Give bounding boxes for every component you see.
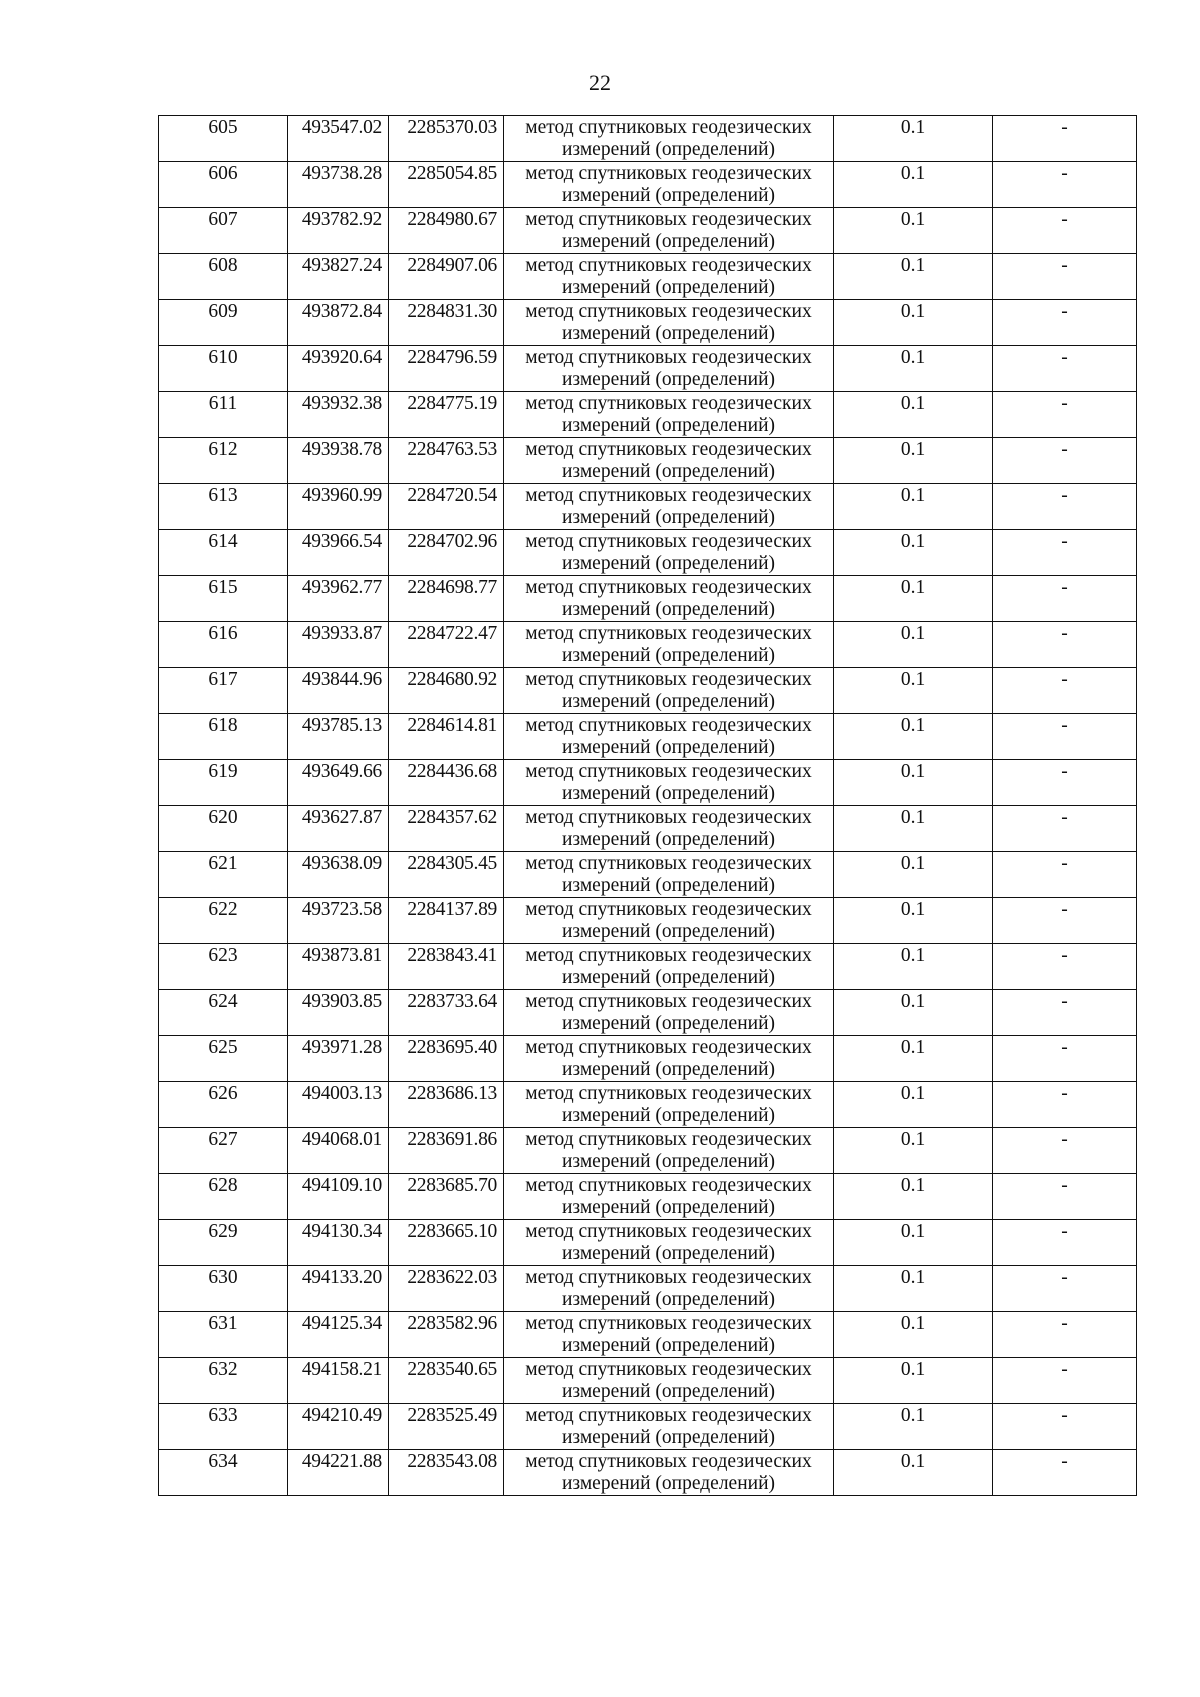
point-number-cell: 624 (159, 990, 288, 1036)
table-row (159, 484, 1137, 530)
method-cell: метод спутниковых геодезических измерений (определений) (504, 576, 834, 622)
note-cell: - (993, 1312, 1137, 1358)
point-number-cell: 614 (159, 530, 288, 576)
accuracy-cell: 0.1 (834, 1266, 993, 1312)
table-row (159, 254, 1137, 300)
y-coordinate-cell: 2284680.92 (389, 668, 504, 714)
accuracy-cell: 0.1 (834, 898, 993, 944)
table-row (159, 530, 1137, 576)
point-number-cell: 616 (159, 622, 288, 668)
method-cell: метод спутниковых геодезических измерений (определений) (504, 1036, 834, 1082)
accuracy-cell: 0.1 (834, 1312, 993, 1358)
x-coordinate-cell: 493844.96 (288, 668, 389, 714)
y-coordinate-cell: 2284614.81 (389, 714, 504, 760)
method-cell: метод спутниковых геодезических измерений (определений) (504, 208, 834, 254)
table-row (159, 668, 1137, 714)
note-cell: - (993, 484, 1137, 530)
y-coordinate-cell: 2285054.85 (389, 162, 504, 208)
x-coordinate-cell: 493920.64 (288, 346, 389, 392)
point-number-cell: 607 (159, 208, 288, 254)
method-cell: метод спутниковых геодезических измерений (определений) (504, 668, 834, 714)
table-row (159, 1036, 1137, 1082)
table-row (159, 944, 1137, 990)
note-cell: - (993, 1450, 1137, 1496)
y-coordinate-cell: 2284137.89 (389, 898, 504, 944)
coordinates-table (158, 115, 1137, 1496)
x-coordinate-cell: 494221.88 (288, 1450, 389, 1496)
method-cell: метод спутниковых геодезических измерений (определений) (504, 1266, 834, 1312)
x-coordinate-cell: 493971.28 (288, 1036, 389, 1082)
point-number-cell: 631 (159, 1312, 288, 1358)
y-coordinate-cell: 2284305.45 (389, 852, 504, 898)
table-row (159, 300, 1137, 346)
note-cell: - (993, 1036, 1137, 1082)
accuracy-cell: 0.1 (834, 530, 993, 576)
point-number-cell: 629 (159, 1220, 288, 1266)
accuracy-cell: 0.1 (834, 346, 993, 392)
method-cell: метод спутниковых геодезических измерений (определений) (504, 530, 834, 576)
method-cell: метод спутниковых геодезических измерений (определений) (504, 162, 834, 208)
point-number-cell: 632 (159, 1358, 288, 1404)
accuracy-cell: 0.1 (834, 1174, 993, 1220)
accuracy-cell: 0.1 (834, 162, 993, 208)
accuracy-cell: 0.1 (834, 484, 993, 530)
x-coordinate-cell: 494003.13 (288, 1082, 389, 1128)
x-coordinate-cell: 494109.10 (288, 1174, 389, 1220)
x-coordinate-cell: 493649.66 (288, 760, 389, 806)
table-row (159, 346, 1137, 392)
x-coordinate-cell: 494158.21 (288, 1358, 389, 1404)
note-cell: - (993, 944, 1137, 990)
x-coordinate-cell: 493903.85 (288, 990, 389, 1036)
accuracy-cell: 0.1 (834, 622, 993, 668)
table-row (159, 1358, 1137, 1404)
y-coordinate-cell: 2284775.19 (389, 392, 504, 438)
point-number-cell: 620 (159, 806, 288, 852)
point-number-cell: 608 (159, 254, 288, 300)
point-number-cell: 628 (159, 1174, 288, 1220)
x-coordinate-cell: 493738.28 (288, 162, 389, 208)
x-coordinate-cell: 493723.58 (288, 898, 389, 944)
note-cell: - (993, 1404, 1137, 1450)
y-coordinate-cell: 2285370.03 (389, 116, 504, 162)
y-coordinate-cell: 2283540.65 (389, 1358, 504, 1404)
table-row (159, 1128, 1137, 1174)
accuracy-cell: 0.1 (834, 1358, 993, 1404)
point-number-cell: 622 (159, 898, 288, 944)
accuracy-cell: 0.1 (834, 852, 993, 898)
accuracy-cell: 0.1 (834, 714, 993, 760)
note-cell: - (993, 1128, 1137, 1174)
table-row (159, 714, 1137, 760)
y-coordinate-cell: 2283582.96 (389, 1312, 504, 1358)
x-coordinate-cell: 493872.84 (288, 300, 389, 346)
method-cell: метод спутниковых геодезических измерений (определений) (504, 898, 834, 944)
accuracy-cell: 0.1 (834, 944, 993, 990)
y-coordinate-cell: 2283691.86 (389, 1128, 504, 1174)
x-coordinate-cell: 493960.99 (288, 484, 389, 530)
x-coordinate-cell: 494130.34 (288, 1220, 389, 1266)
method-cell: метод спутниковых геодезических измерений (определений) (504, 852, 834, 898)
page-number: 22 (589, 70, 611, 95)
y-coordinate-cell: 2284722.47 (389, 622, 504, 668)
x-coordinate-cell: 494133.20 (288, 1266, 389, 1312)
accuracy-cell: 0.1 (834, 1082, 993, 1128)
point-number-cell: 610 (159, 346, 288, 392)
note-cell: - (993, 760, 1137, 806)
note-cell: - (993, 162, 1137, 208)
table-row (159, 898, 1137, 944)
x-coordinate-cell: 493827.24 (288, 254, 389, 300)
y-coordinate-cell: 2283695.40 (389, 1036, 504, 1082)
note-cell: - (993, 1082, 1137, 1128)
method-cell: метод спутниковых геодезических измерений (определений) (504, 1128, 834, 1174)
note-cell: - (993, 254, 1137, 300)
point-number-cell: 606 (159, 162, 288, 208)
method-cell: метод спутниковых геодезических измерений (определений) (504, 1174, 834, 1220)
x-coordinate-cell: 493932.38 (288, 392, 389, 438)
point-number-cell: 626 (159, 1082, 288, 1128)
x-coordinate-cell: 493547.02 (288, 116, 389, 162)
note-cell: - (993, 300, 1137, 346)
method-cell: метод спутниковых геодезических измерений (определений) (504, 944, 834, 990)
point-number-cell: 623 (159, 944, 288, 990)
y-coordinate-cell: 2283843.41 (389, 944, 504, 990)
accuracy-cell: 0.1 (834, 760, 993, 806)
note-cell: - (993, 1358, 1137, 1404)
note-cell: - (993, 990, 1137, 1036)
point-number-cell: 627 (159, 1128, 288, 1174)
y-coordinate-cell: 2283685.70 (389, 1174, 504, 1220)
point-number-cell: 630 (159, 1266, 288, 1312)
accuracy-cell: 0.1 (834, 208, 993, 254)
note-cell: - (993, 622, 1137, 668)
accuracy-cell: 0.1 (834, 116, 993, 162)
table-row (159, 852, 1137, 898)
point-number-cell: 615 (159, 576, 288, 622)
note-cell: - (993, 530, 1137, 576)
method-cell: метод спутниковых геодезических измерений (определений) (504, 392, 834, 438)
point-number-cell: 625 (159, 1036, 288, 1082)
table-row (159, 622, 1137, 668)
table-row (159, 1450, 1137, 1496)
table-row (159, 1266, 1137, 1312)
y-coordinate-cell: 2283543.08 (389, 1450, 504, 1496)
note-cell: - (993, 1266, 1137, 1312)
note-cell: - (993, 852, 1137, 898)
method-cell: метод спутниковых геодезических измерений (определений) (504, 346, 834, 392)
y-coordinate-cell: 2283665.10 (389, 1220, 504, 1266)
y-coordinate-cell: 2284907.06 (389, 254, 504, 300)
point-number-cell: 618 (159, 714, 288, 760)
x-coordinate-cell: 493638.09 (288, 852, 389, 898)
note-cell: - (993, 346, 1137, 392)
point-number-cell: 613 (159, 484, 288, 530)
table-row (159, 438, 1137, 484)
x-coordinate-cell: 493933.87 (288, 622, 389, 668)
note-cell: - (993, 392, 1137, 438)
x-coordinate-cell: 493785.13 (288, 714, 389, 760)
y-coordinate-cell: 2284831.30 (389, 300, 504, 346)
point-number-cell: 609 (159, 300, 288, 346)
accuracy-cell: 0.1 (834, 1404, 993, 1450)
method-cell: метод спутниковых геодезических измерений (определений) (504, 254, 834, 300)
method-cell: метод спутниковых геодезических измерений (определений) (504, 806, 834, 852)
y-coordinate-cell: 2284436.68 (389, 760, 504, 806)
point-number-cell: 612 (159, 438, 288, 484)
note-cell: - (993, 806, 1137, 852)
point-number-cell: 611 (159, 392, 288, 438)
point-number-cell: 617 (159, 668, 288, 714)
y-coordinate-cell: 2283525.49 (389, 1404, 504, 1450)
table-row (159, 1174, 1137, 1220)
note-cell: - (993, 116, 1137, 162)
x-coordinate-cell: 494210.49 (288, 1404, 389, 1450)
table-row (159, 576, 1137, 622)
table-row (159, 990, 1137, 1036)
x-coordinate-cell: 493962.77 (288, 576, 389, 622)
method-cell: метод спутниковых геодезических измерений (определений) (504, 1450, 834, 1496)
y-coordinate-cell: 2284720.54 (389, 484, 504, 530)
table-row (159, 1082, 1137, 1128)
table-row (159, 1404, 1137, 1450)
accuracy-cell: 0.1 (834, 1036, 993, 1082)
method-cell: метод спутниковых геодезических измерений (определений) (504, 1220, 834, 1266)
table-row (159, 1220, 1137, 1266)
table-row (159, 208, 1137, 254)
y-coordinate-cell: 2284357.62 (389, 806, 504, 852)
accuracy-cell: 0.1 (834, 1450, 993, 1496)
y-coordinate-cell: 2283733.64 (389, 990, 504, 1036)
method-cell: метод спутниковых геодезических измерений (определений) (504, 714, 834, 760)
note-cell: - (993, 714, 1137, 760)
table-row (159, 162, 1137, 208)
method-cell: метод спутниковых геодезических измерений (определений) (504, 438, 834, 484)
note-cell: - (993, 438, 1137, 484)
x-coordinate-cell: 494125.34 (288, 1312, 389, 1358)
accuracy-cell: 0.1 (834, 438, 993, 484)
method-cell: метод спутниковых геодезических измерений (определений) (504, 1358, 834, 1404)
note-cell: - (993, 898, 1137, 944)
method-cell: метод спутниковых геодезических измерений (определений) (504, 484, 834, 530)
table-row (159, 760, 1137, 806)
point-number-cell: 619 (159, 760, 288, 806)
x-coordinate-cell: 493966.54 (288, 530, 389, 576)
point-number-cell: 634 (159, 1450, 288, 1496)
accuracy-cell: 0.1 (834, 1128, 993, 1174)
accuracy-cell: 0.1 (834, 806, 993, 852)
table-body (159, 116, 1137, 1496)
accuracy-cell: 0.1 (834, 1220, 993, 1266)
method-cell: метод спутниковых геодезических измерений (определений) (504, 760, 834, 806)
note-cell: - (993, 1174, 1137, 1220)
x-coordinate-cell: 494068.01 (288, 1128, 389, 1174)
y-coordinate-cell: 2284702.96 (389, 530, 504, 576)
note-cell: - (993, 208, 1137, 254)
table-row (159, 392, 1137, 438)
point-number-cell: 605 (159, 116, 288, 162)
note-cell: - (993, 668, 1137, 714)
accuracy-cell: 0.1 (834, 392, 993, 438)
x-coordinate-cell: 493873.81 (288, 944, 389, 990)
y-coordinate-cell: 2284980.67 (389, 208, 504, 254)
y-coordinate-cell: 2283686.13 (389, 1082, 504, 1128)
note-cell: - (993, 576, 1137, 622)
method-cell: метод спутниковых геодезических измерений (определений) (504, 116, 834, 162)
point-number-cell: 633 (159, 1404, 288, 1450)
x-coordinate-cell: 493627.87 (288, 806, 389, 852)
table-row (159, 1312, 1137, 1358)
accuracy-cell: 0.1 (834, 668, 993, 714)
accuracy-cell: 0.1 (834, 300, 993, 346)
x-coordinate-cell: 493938.78 (288, 438, 389, 484)
y-coordinate-cell: 2284698.77 (389, 576, 504, 622)
y-coordinate-cell: 2284796.59 (389, 346, 504, 392)
y-coordinate-cell: 2284763.53 (389, 438, 504, 484)
method-cell: метод спутниковых геодезических измерений (определений) (504, 622, 834, 668)
table-row (159, 116, 1137, 162)
accuracy-cell: 0.1 (834, 576, 993, 622)
method-cell: метод спутниковых геодезических измерений (определений) (504, 990, 834, 1036)
note-cell: - (993, 1220, 1137, 1266)
method-cell: метод спутниковых геодезических измерений (определений) (504, 1312, 834, 1358)
table-row (159, 806, 1137, 852)
y-coordinate-cell: 2283622.03 (389, 1266, 504, 1312)
method-cell: метод спутниковых геодезических измерений (определений) (504, 300, 834, 346)
accuracy-cell: 0.1 (834, 990, 993, 1036)
point-number-cell: 621 (159, 852, 288, 898)
method-cell: метод спутниковых геодезических измерений (определений) (504, 1082, 834, 1128)
accuracy-cell: 0.1 (834, 254, 993, 300)
x-coordinate-cell: 493782.92 (288, 208, 389, 254)
method-cell: метод спутниковых геодезических измерений (определений) (504, 1404, 834, 1450)
